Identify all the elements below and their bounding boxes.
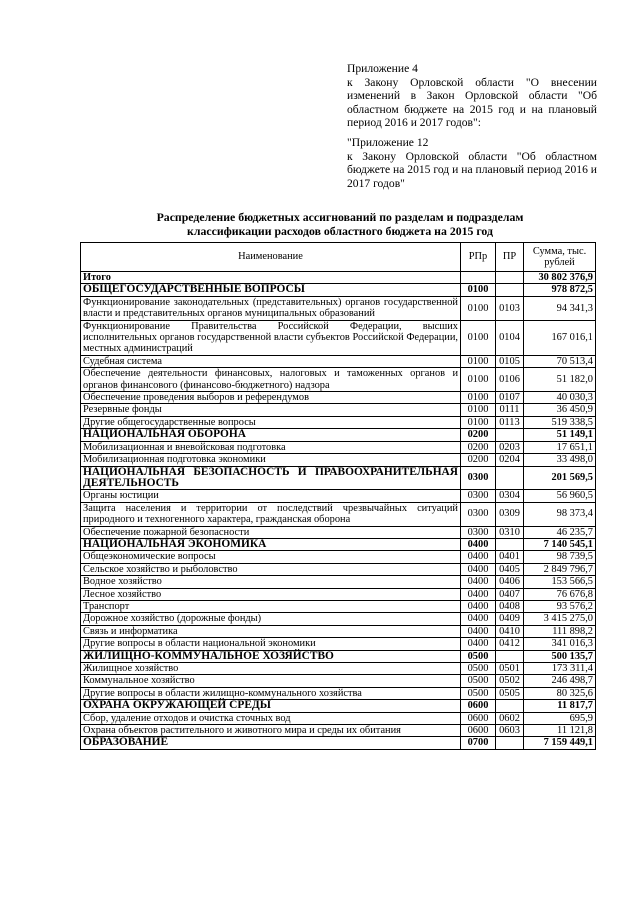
table-row [81,563,596,575]
cell-name: Лесное хозяйство [81,588,461,600]
cell-pr [496,466,524,490]
cell-name: Общеэкономические вопросы [81,551,461,563]
cell-name: НАЦИОНАЛЬНАЯ ОБОРОНА [81,429,461,441]
cell-name: ОХРАНА ОКРУЖАЮЩЕЙ СРЕДЫ [81,700,461,712]
cell-pr: 0501 [496,663,524,675]
cell-sum: 17 651,1 [524,441,596,453]
table-row [81,490,596,502]
table-row [81,613,596,625]
cell-name: Мобилизационная и вневойсковая подготовка [81,441,461,453]
cell-name: НАЦИОНАЛЬНАЯ ЭКОНОМИКА [81,538,461,550]
cell-pr [496,284,524,296]
cell-rpr: 0200 [461,454,496,466]
cell-sum: 76 676,8 [524,588,596,600]
cell-name: Сельское хозяйство и рыболовство [81,563,461,575]
cell-pr [496,272,524,284]
cell-name: Дорожное хозяйство (дорожные фонды) [81,613,461,625]
cell-name: Функционирование Правительства Российской Федерации, высших исполнительных органов государственной власти субъектов Российской Федерации, местных администраций [81,320,461,355]
cell-rpr: 0400 [461,538,496,550]
cell-pr: 0405 [496,563,524,575]
cell-rpr: 0400 [461,563,496,575]
cell-pr: 0412 [496,638,524,650]
cell-pr: 0111 [496,404,524,416]
cell-sum: 2 849 796,7 [524,563,596,575]
appendix-block-1 [347,62,597,130]
cell-rpr: 0400 [461,600,496,612]
cell-name: Защита населения и территории от последствий чрезвычайных ситуаций природного и техногенного характера, гражданская оборона [81,502,461,526]
cell-sum: 51 149,1 [524,429,596,441]
cell-sum: 33 498,0 [524,454,596,466]
cell-pr: 0309 [496,502,524,526]
cell-rpr: 0500 [461,675,496,687]
cell-rpr: 0100 [461,296,496,320]
cell-pr: 0410 [496,625,524,637]
cell-rpr: 0400 [461,613,496,625]
cell-rpr: 0100 [461,284,496,296]
table-row [81,600,596,612]
cell-sum: 7 159 449,1 [524,737,596,749]
header-name: Наименование [81,243,461,272]
table-body [81,272,596,750]
cell-rpr: 0400 [461,638,496,650]
appendix-note [347,62,597,190]
header-sum: Сумма, тыс. рублей [524,243,596,272]
table-row [81,272,596,284]
title-line-2: классификации расходов областного бюджета на 2015 год [187,224,493,238]
cell-name: Другие общегосударственные вопросы [81,416,461,428]
table-row [81,663,596,675]
cell-sum: 51 182,0 [524,368,596,392]
cell-name: Жилищное хозяйство [81,663,461,675]
table-row [81,502,596,526]
table-row [81,675,596,687]
table-row [81,588,596,600]
cell-pr [496,429,524,441]
cell-sum: 94 341,3 [524,296,596,320]
cell-pr: 0602 [496,712,524,724]
cell-pr: 0204 [496,454,524,466]
cell-sum: 93 576,2 [524,600,596,612]
header-pr: ПР [496,243,524,272]
cell-sum: 70 513,4 [524,355,596,367]
table-row [81,551,596,563]
cell-rpr: 0100 [461,320,496,355]
table-row [81,392,596,404]
cell-pr [496,650,524,662]
cell-rpr: 0600 [461,725,496,737]
cell-name: Функционирование законодательных (представительных) органов государственной власти и представительных органов муниципальных образований [81,296,461,320]
cell-pr: 0502 [496,675,524,687]
table-row [81,725,596,737]
cell-sum: 111 898,2 [524,625,596,637]
cell-rpr: 0100 [461,355,496,367]
table-row [81,296,596,320]
table-row [81,466,596,490]
appendix-block-2 [347,136,597,190]
table-row [81,625,596,637]
cell-name: Резервные фонды [81,404,461,416]
table-row [81,320,596,355]
cell-sum: 500 135,7 [524,650,596,662]
cell-rpr: 0200 [461,429,496,441]
cell-name: НАЦИОНАЛЬНАЯ БЕЗОПАСНОСТЬ И ПРАВООХРАНИТЕЛЬНАЯ ДЕЯТЕЛЬНОСТЬ [81,466,461,490]
cell-name: Итого [81,272,461,284]
cell-rpr: 0400 [461,576,496,588]
table-row [81,712,596,724]
cell-name: Транспорт [81,600,461,612]
cell-sum: 40 030,3 [524,392,596,404]
cell-rpr: 0300 [461,502,496,526]
cell-sum: 11 121,8 [524,725,596,737]
cell-pr: 0105 [496,355,524,367]
cell-sum: 246 498,7 [524,675,596,687]
cell-pr: 0406 [496,576,524,588]
cell-name: Обеспечение пожарной безопасности [81,526,461,538]
cell-rpr: 0700 [461,737,496,749]
cell-rpr: 0400 [461,588,496,600]
cell-pr: 0104 [496,320,524,355]
cell-rpr: 0500 [461,663,496,675]
table-row [81,538,596,550]
cell-sum: 98 373,4 [524,502,596,526]
cell-pr: 0505 [496,687,524,699]
cell-pr: 0409 [496,613,524,625]
cell-name: Другие вопросы в области жилищно-коммунального хозяйства [81,687,461,699]
cell-pr: 0113 [496,416,524,428]
appendix-heading: Приложение 4 [347,62,418,75]
cell-pr: 0407 [496,588,524,600]
cell-rpr [461,272,496,284]
cell-name: ЖИЛИЩНО-КОММУНАЛЬНОЕ ХОЗЯЙСТВО [81,650,461,662]
cell-name: Мобилизационная подготовка экономики [81,454,461,466]
table-row [81,416,596,428]
table-row [81,284,596,296]
cell-rpr: 0300 [461,466,496,490]
cell-sum: 201 569,5 [524,466,596,490]
cell-sum: 978 872,5 [524,284,596,296]
cell-pr [496,538,524,550]
appendix-text: к Закону Орловской области "О внесении изменений в Закон Орловской области "Об областном бюджете на 2015 год и на плановый период 2016 и 2017 годов": [347,75,597,130]
document-title [80,210,600,238]
cell-sum: 46 235,7 [524,526,596,538]
cell-pr: 0408 [496,600,524,612]
cell-sum: 30 802 376,9 [524,272,596,284]
cell-name: Органы юстиции [81,490,461,502]
title-line-1: Распределение бюджетных ассигнований по разделам и подразделам [156,210,524,224]
cell-rpr: 0100 [461,368,496,392]
table-row [81,355,596,367]
cell-pr [496,737,524,749]
cell-sum: 56 960,5 [524,490,596,502]
cell-pr: 0203 [496,441,524,453]
cell-sum: 167 016,1 [524,320,596,355]
cell-sum: 98 739,5 [524,551,596,563]
cell-name: Судебная система [81,355,461,367]
table-row [81,404,596,416]
cell-pr: 0106 [496,368,524,392]
cell-rpr: 0500 [461,650,496,662]
table-row [81,700,596,712]
cell-rpr: 0100 [461,404,496,416]
appendix-heading: "Приложение 12 [347,135,429,149]
table-row [81,576,596,588]
cell-rpr: 0400 [461,551,496,563]
cell-sum: 11 817,7 [524,700,596,712]
cell-name: ОБРАЗОВАНИЕ [81,737,461,749]
cell-rpr: 0100 [461,416,496,428]
cell-rpr: 0300 [461,526,496,538]
cell-sum: 3 415 275,0 [524,613,596,625]
table-row [81,737,596,749]
table-row [81,650,596,662]
cell-sum: 519 338,5 [524,416,596,428]
table-row [81,526,596,538]
cell-rpr: 0400 [461,625,496,637]
cell-sum: 36 450,9 [524,404,596,416]
cell-pr: 0103 [496,296,524,320]
table-row [81,441,596,453]
table-row [81,454,596,466]
cell-sum: 695,9 [524,712,596,724]
cell-rpr: 0300 [461,490,496,502]
cell-name: Охрана объектов растительного и животного мира и среды их обитания [81,725,461,737]
cell-sum: 341 016,3 [524,638,596,650]
cell-name: Другие вопросы в области национальной экономики [81,638,461,650]
cell-name: Обеспечение деятельности финансовых, налоговых и таможенных органов и органов финансового (финансово-бюджетного) надзора [81,368,461,392]
header-rpr: РПр [461,243,496,272]
cell-name: Коммунальное хозяйство [81,675,461,687]
cell-sum: 7 140 545,1 [524,538,596,550]
cell-pr: 0401 [496,551,524,563]
table-header-row [81,243,596,272]
cell-name: ОБЩЕГОСУДАРСТВЕННЫЕ ВОПРОСЫ [81,284,461,296]
cell-rpr: 0100 [461,392,496,404]
cell-pr: 0304 [496,490,524,502]
cell-sum: 153 566,5 [524,576,596,588]
cell-name: Водное хозяйство [81,576,461,588]
cell-rpr: 0200 [461,441,496,453]
cell-pr: 0310 [496,526,524,538]
cell-name: Обеспечение проведения выборов и референдумов [81,392,461,404]
table-row [81,687,596,699]
table-row [81,638,596,650]
cell-rpr: 0600 [461,712,496,724]
budget-table [80,242,596,750]
cell-rpr: 0500 [461,687,496,699]
cell-name: Сбор, удаление отходов и очистка сточных вод [81,712,461,724]
table-row [81,368,596,392]
cell-pr: 0107 [496,392,524,404]
cell-sum: 173 311,4 [524,663,596,675]
cell-name: Связь и информатика [81,625,461,637]
appendix-text: к Закону Орловской области "Об областном бюджете на 2015 год и на плановый период 2016 и 2017 годов" [347,149,597,190]
cell-pr [496,700,524,712]
cell-sum: 80 325,6 [524,687,596,699]
table-row [81,429,596,441]
cell-pr: 0603 [496,725,524,737]
cell-rpr: 0600 [461,700,496,712]
